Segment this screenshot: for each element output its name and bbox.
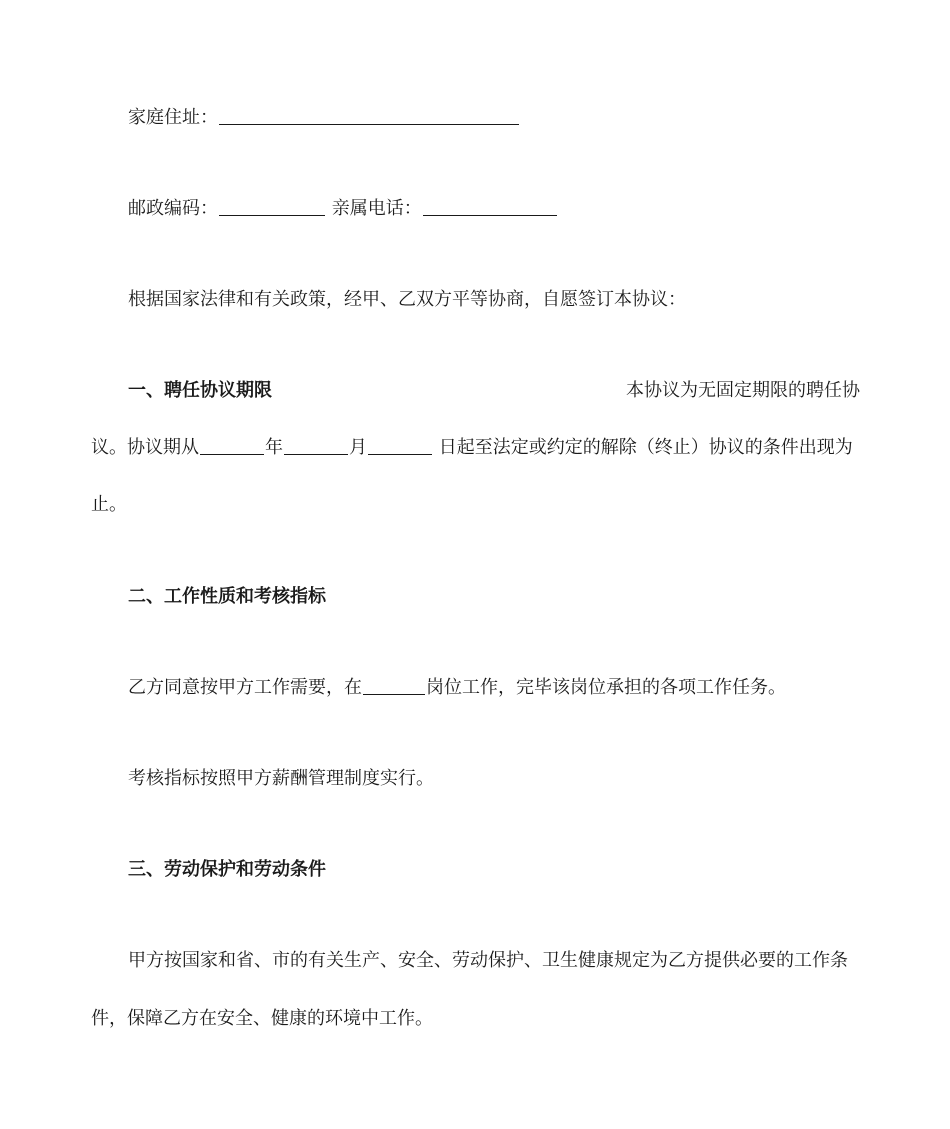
section3-title: 三、劳动保护和劳动条件 — [128, 859, 326, 880]
home-address-line — [128, 106, 520, 130]
start-year-blank[interactable] — [200, 436, 264, 455]
position-blank[interactable] — [363, 676, 425, 695]
section2-paragraph1 — [128, 676, 786, 700]
year-label: 年 — [265, 437, 283, 458]
relative-phone-label: 亲属电话： — [331, 198, 422, 219]
section2-p1-b: 岗位工作，完毕该岗位承担的各项工作任务。 — [426, 677, 786, 698]
section1-line2-a: 议。协议期从 — [91, 437, 199, 458]
start-day-blank[interactable] — [368, 436, 432, 455]
home-address-label: 家庭住址： — [128, 107, 218, 128]
section1-line2-b: 日起至法定或约定的解除（终止）协议的条件出现为 — [438, 437, 853, 458]
section2-title: 二、工作性质和考核指标 — [128, 586, 326, 607]
intro-paragraph: 根据国家法律和有关政策，经甲、乙双方平等协商，自愿签订本协议： — [128, 289, 686, 310]
section1-line2 — [91, 436, 853, 460]
section3-paragraph-line2: 件，保障乙方在安全、健康的环境中工作。 — [91, 1008, 433, 1029]
section2-paragraph2: 考核指标按照甲方薪酬管理制度实行。 — [128, 768, 434, 789]
home-address-blank[interactable] — [219, 106, 519, 125]
section1-title: 一、聘任协议期限 — [128, 380, 272, 401]
postal-code-label: 邮政编码： — [128, 198, 218, 219]
relative-phone-blank[interactable] — [423, 197, 557, 216]
month-label: 月 — [349, 437, 367, 458]
postal-phone-line — [128, 197, 558, 221]
section2-p1-a: 乙方同意按甲方工作需要，在 — [128, 677, 362, 698]
start-month-blank[interactable] — [284, 436, 348, 455]
postal-code-blank[interactable] — [219, 197, 325, 216]
section1-line3: 止。 — [91, 494, 127, 515]
section1-text-right: 本协议为无固定期限的聘任协 — [626, 380, 860, 401]
section3-paragraph-line1: 甲方按国家和省、市的有关生产、安全、劳动保护、卫生健康规定为乙方提供必要的工作条 — [128, 950, 848, 971]
